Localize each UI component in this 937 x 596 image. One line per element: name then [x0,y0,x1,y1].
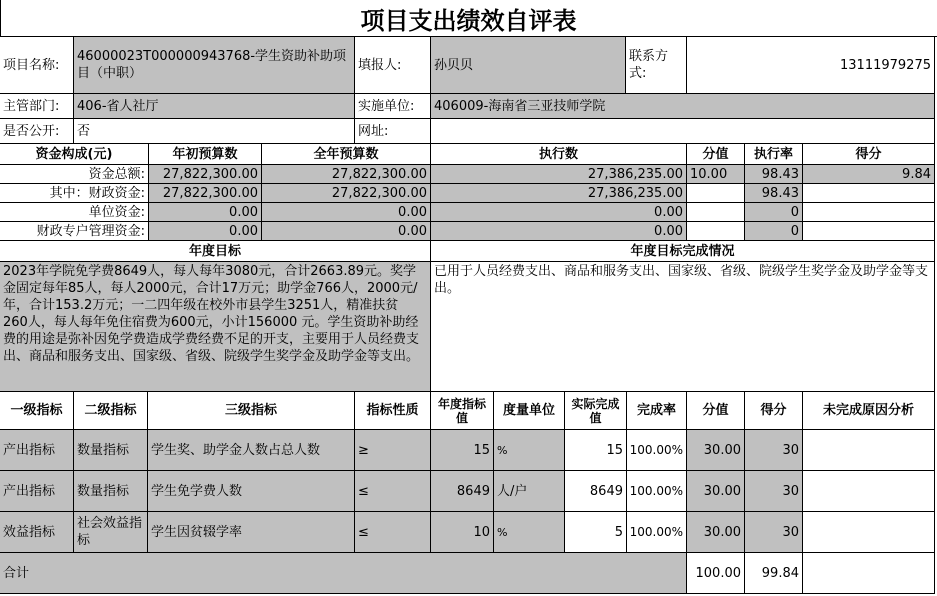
funds-row-rate: 98.43 [745,165,803,184]
ind-row-l2: 数量指标 [74,471,148,512]
ind-row-value: 30.00 [687,430,745,471]
funds-row-annual: 0.00 [262,222,431,241]
funds-row-initial: 0.00 [149,222,262,241]
impl-label: 实施单位: [355,94,431,119]
ind-row-value: 30.00 [687,471,745,512]
funds-header-score-value: 分值 [687,144,745,165]
ind-row-value: 30.00 [687,512,745,553]
ind-header-target: 年度指标值 [431,392,494,430]
ind-row-unit: % [494,430,565,471]
page-title: 项目支出绩效自评表 [0,0,937,37]
ind-row-rate: 100.00% [627,430,687,471]
dept-value: 406-省人社厅 [74,94,355,119]
funds-row-score: 9.84 [803,165,935,184]
ind-row-reason [803,512,935,553]
ind-header-l1: 一级指标 [0,392,74,430]
annual-goal-header: 年度目标 [0,241,431,262]
ind-header-nature: 指标性质 [355,392,431,430]
ind-row-nature: ≤ [355,512,431,553]
ind-row-l3: 学生奖、助学金人数占总人数 [148,430,355,471]
funds-row-score [803,203,935,222]
funds-row-score [803,184,935,203]
funds-row-score-value [687,184,745,203]
ind-header-rate: 完成率 [627,392,687,430]
contact-value: 13111979275 [687,37,935,94]
completion-text: 已用于人员经费支出、商品和服务支出、国家级、省级、院级学生奖学金及助学金等支出。 [431,262,935,392]
funds-header-score: 得分 [803,144,935,165]
ind-row-actual: 5 [565,512,627,553]
ind-header-reason: 未完成原因分析 [803,392,935,430]
ind-row-unit: % [494,512,565,553]
ind-header-l2: 二级指标 [74,392,148,430]
funds-row-rate: 0 [745,222,803,241]
funds-row-initial: 27,822,300.00 [149,165,262,184]
funds-row-rate: 0 [745,203,803,222]
ind-row-l1: 产出指标 [0,430,74,471]
funds-row-executed: 27,386,235.00 [431,165,687,184]
ind-header-score: 得分 [745,392,803,430]
funds-row-executed: 0.00 [431,222,687,241]
ind-row-actual: 8649 [565,471,627,512]
funds-header-annual: 全年预算数 [262,144,431,165]
dept-label: 主管部门: [0,94,74,119]
total-reason [803,553,935,594]
funds-row-score-value: 10.00 [687,165,745,184]
funds-row-label: 财政专户管理资金: [0,222,149,241]
ind-header-value: 分值 [687,392,745,430]
ind-row-l2: 社会效益指标 [74,512,148,553]
ind-row-rate: 100.00% [627,512,687,553]
total-score: 99.84 [745,553,803,594]
funds-row-annual: 27,822,300.00 [262,184,431,203]
ind-header-unit: 度量单位 [494,392,565,430]
funds-header-composition: 资金构成(元) [0,144,149,165]
url-label: 网址: [355,119,431,144]
ind-row-actual: 15 [565,430,627,471]
reporter-value: 孙贝贝 [431,37,626,94]
funds-row-label: 资金总额: [0,165,149,184]
project-name-label: 项目名称: [0,37,74,94]
url-value [431,119,935,144]
ind-row-reason [803,430,935,471]
ind-row-l1: 产出指标 [0,471,74,512]
ind-row-l3: 学生免学费人数 [148,471,355,512]
public-value: 否 [74,119,355,144]
funds-row-score-value [687,203,745,222]
funds-row-rate: 98.43 [745,184,803,203]
funds-header-initial: 年初预算数 [149,144,262,165]
annual-goal-text: 2023年学院免学费8649人，每人每年3080元，合计2663.89元。奖学金固定每年85人，每人2000元，合计17万元；助学金766人，2000元/年，合计153.2万元；一二四年级在校外市县学生3251人，精准扶贫 260人，每人每年免住宿费为600元，小计156000 元。学生资助补助经费的用途是弥补因免学费造成学费经费不足的开支，主要用于人员经费支出、商品和服务支出、国家级、省级、院级学生奖学金及助学金等支出。 [0,262,431,392]
impl-value: 406009-海南省三亚技师学院 [431,94,935,119]
funds-row-label: 单位资金: [0,203,149,222]
project-name-value: 46000023T000000943768-学生资助补助项目（中职） [74,37,355,94]
funds-row-annual: 0.00 [262,203,431,222]
ind-row-score: 30 [745,430,803,471]
funds-row-score [803,222,935,241]
contact-label: 联系方式: [626,37,687,94]
funds-row-label: 其中：财政资金: [0,184,149,203]
ind-row-target: 8649 [431,471,494,512]
ind-row-target: 10 [431,512,494,553]
ind-row-target: 15 [431,430,494,471]
total-value: 100.00 [687,553,745,594]
funds-row-initial: 0.00 [149,203,262,222]
ind-row-score: 30 [745,471,803,512]
funds-row-score-value [687,222,745,241]
funds-header-executed: 执行数 [431,144,687,165]
total-label: 合计 [0,553,687,594]
funds-header-rate: 执行率 [745,144,803,165]
funds-row-annual: 27,822,300.00 [262,165,431,184]
ind-row-nature: ≥ [355,430,431,471]
reporter-label: 填报人: [355,37,431,94]
ind-row-unit: 人/户 [494,471,565,512]
funds-row-initial: 27,822,300.00 [149,184,262,203]
ind-header-l3: 三级指标 [148,392,355,430]
ind-row-l3: 学生因贫辍学率 [148,512,355,553]
funds-row-executed: 27,386,235.00 [431,184,687,203]
ind-row-nature: ≤ [355,471,431,512]
ind-row-score: 30 [745,512,803,553]
completion-header: 年度目标完成情况 [431,241,935,262]
ind-header-actual: 实际完成值 [565,392,627,430]
ind-row-l2: 数量指标 [74,430,148,471]
ind-row-l1: 效益指标 [0,512,74,553]
funds-row-executed: 0.00 [431,203,687,222]
ind-row-reason [803,471,935,512]
ind-row-rate: 100.00% [627,471,687,512]
public-label: 是否公开: [0,119,74,144]
